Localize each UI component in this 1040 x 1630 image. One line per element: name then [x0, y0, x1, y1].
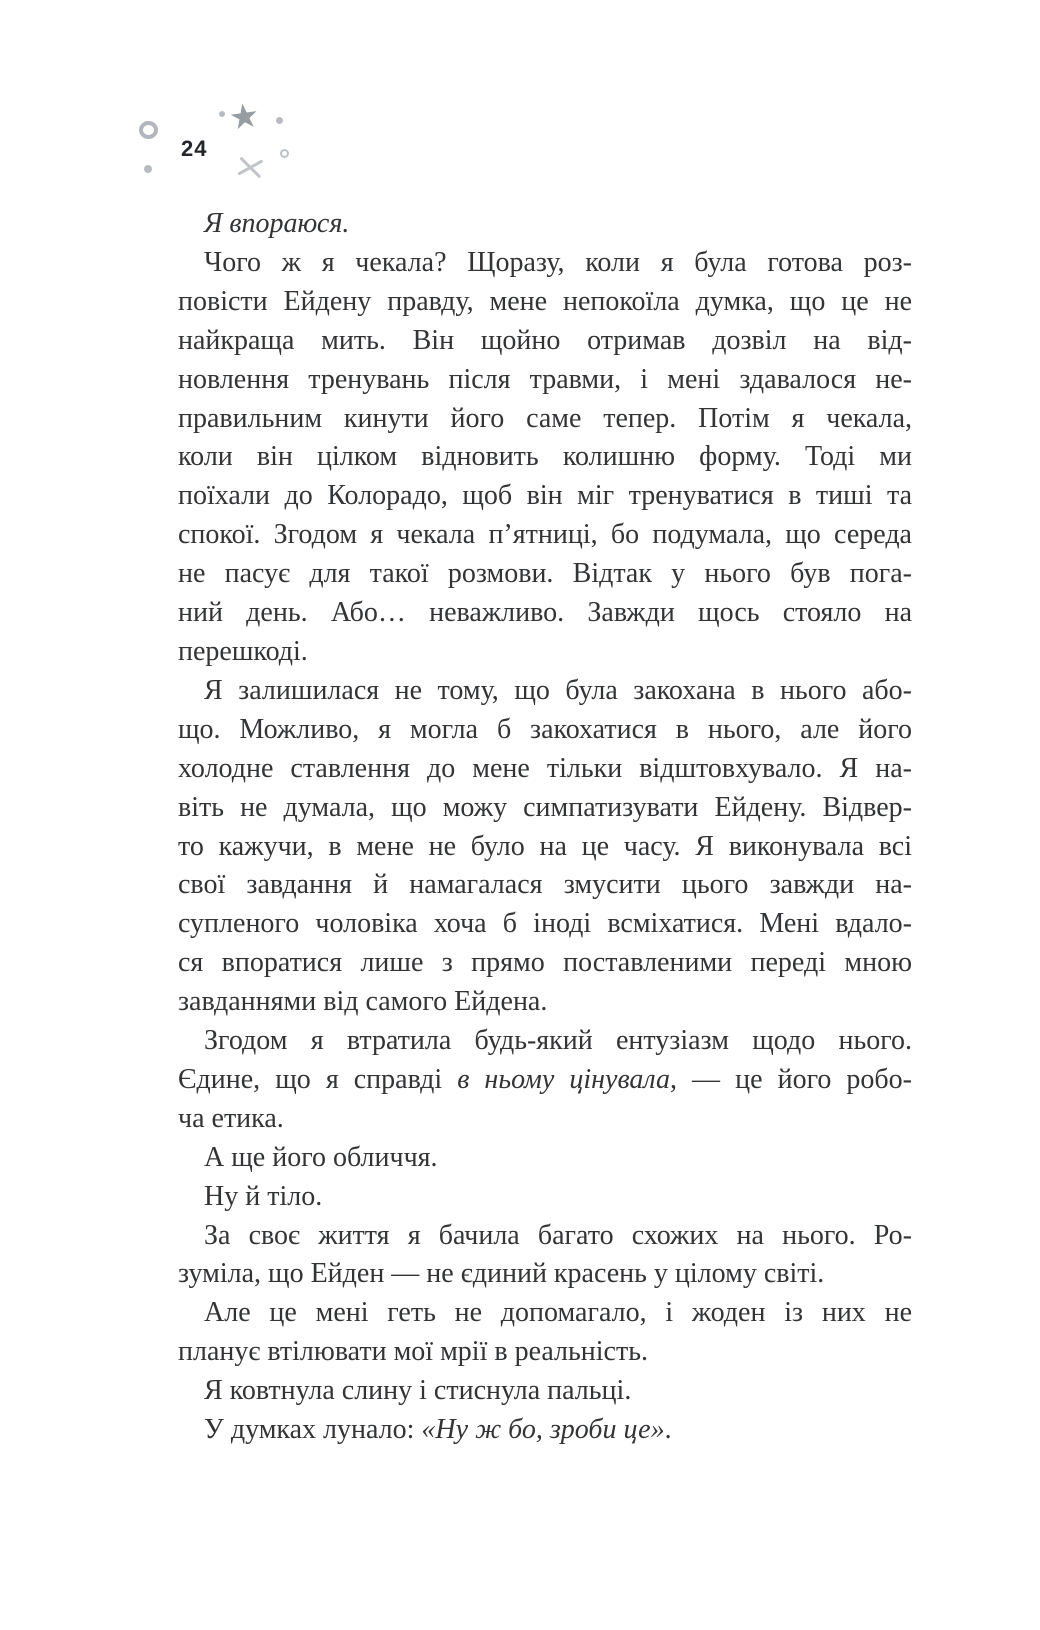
text-line	[178, 1178, 912, 1217]
text-segment: холодне ставлення до мене тільки відштовхувало. Я на-	[178, 752, 912, 784]
text-line	[178, 477, 912, 516]
text-segment: Ну й тіло.	[204, 1180, 323, 1212]
text-line	[178, 555, 912, 594]
dot-icon	[144, 165, 152, 173]
text-line	[178, 1100, 912, 1139]
text-segment: ча етика.	[178, 1102, 284, 1134]
text-line	[178, 361, 912, 400]
text-segment: найкраща мить. Він щойно отримав дозвіл на від-	[178, 324, 912, 356]
text-line	[178, 283, 912, 322]
italic-text-segment: в ньому цінувала	[457, 1063, 670, 1095]
text-line	[178, 711, 912, 750]
text-segment: А ще його обличчя.	[204, 1141, 438, 1173]
text-segment: віть не думала, що можу симпатизувати Ейдену. Відвер-	[178, 791, 912, 823]
text-line	[178, 1372, 912, 1411]
text-segment: перешкоді.	[178, 635, 308, 667]
page-number: 24	[181, 136, 208, 161]
ring-small-icon	[280, 149, 289, 158]
text-segment: супленого чоловіка хоча б іноді всміхатися. Мені вдало-	[178, 908, 912, 940]
text-line	[178, 944, 912, 983]
text-line	[178, 672, 912, 711]
text-segment: завданнями від самого Ейдена.	[178, 986, 548, 1018]
text-line	[178, 244, 912, 283]
text-line	[178, 1294, 912, 1333]
text-segment: не пасує для такої розмови. Відтак у нього був пога-	[178, 558, 912, 590]
text-line	[178, 905, 912, 944]
text-line	[178, 1217, 912, 1256]
text-line	[178, 1411, 912, 1450]
text-segment: зуміла, що Ейден — не єдиний красень у цілому світі.	[178, 1258, 825, 1290]
text-line	[178, 750, 912, 789]
text-segment: ся впоратися лише з прямо поставленими переді мною	[178, 947, 912, 979]
text-segment: ний день. Або… неважливо. Завжди щось стояло на	[178, 597, 912, 629]
dot-icon	[276, 117, 283, 124]
text-segment: повісти Ейдену правду, мене непокоїла думка, що це не	[178, 285, 912, 317]
text-line	[178, 1061, 912, 1100]
dot-icon	[219, 111, 225, 117]
text-segment: , — це його робо-	[669, 1063, 912, 1095]
x-icon	[236, 156, 263, 183]
text-line	[178, 1022, 912, 1061]
text-line	[178, 828, 912, 867]
text-line	[178, 400, 912, 439]
text-line	[178, 866, 912, 905]
text-segment: Я залишилася не тому, що була закохана в нього або-	[204, 674, 912, 706]
text-segment: За своє життя я бачила багато схожих на нього. Ро-	[204, 1219, 912, 1251]
text-segment: спокої. Згодом я чекала п’ятниці, бо подумала, що середа	[178, 519, 912, 551]
text-line	[178, 983, 912, 1022]
text-segment: Але це мені геть не допомагало, і жоден із них не	[204, 1297, 912, 1329]
text-segment: У думках лунало:	[204, 1414, 422, 1446]
text-segment: поїхали до Колорадо, щоб він міг тренуватися в тиші та	[178, 480, 912, 512]
text-segment: новлення тренувань після травми, і мені здавалося не-	[178, 363, 912, 395]
text-line	[178, 1333, 912, 1372]
text-block	[178, 205, 912, 1450]
text-segment: .	[664, 1414, 672, 1446]
text-segment: Згодом я втратила будь-який ентузіазм щодо нього.	[204, 1025, 912, 1057]
ring-icon	[139, 121, 158, 139]
text-segment: правильним кинути його саме тепер. Потім я чекала,	[178, 402, 912, 434]
text-line	[178, 633, 912, 672]
text-segment: Чого ж я чекала? Щоразу, коли я була готова роз-	[204, 246, 912, 278]
text-line	[178, 594, 912, 633]
text-segment: планує втілювати мої мрії в реальність.	[178, 1336, 648, 1368]
text-segment: то кажучи, в мене не було на це часу. Я виконувала всі	[178, 830, 912, 862]
italic-text-segment: Я впораюся.	[204, 208, 350, 239]
text-line	[178, 1139, 912, 1178]
text-segment: Єдине, що я справді	[178, 1063, 458, 1095]
text-segment: свої завдання й намагалася змусити цього завжди на-	[178, 869, 912, 901]
text-segment: що. Можливо, я могла б закохатися в нього, але його	[178, 713, 912, 745]
text-line	[178, 438, 912, 477]
text-segment: Я ковтнула слину і стиснула пальці.	[204, 1375, 632, 1407]
italic-text-segment: «Ну ж бо, зроби це»	[421, 1414, 665, 1446]
star-icon: ★	[226, 95, 263, 139]
text-line	[178, 322, 912, 361]
text-line	[178, 789, 912, 828]
text-line	[178, 1255, 912, 1294]
text-segment: коли він цілком відновить колишню форму. Тоді ми	[178, 441, 912, 473]
text-line	[178, 516, 912, 555]
text-line	[178, 205, 912, 244]
